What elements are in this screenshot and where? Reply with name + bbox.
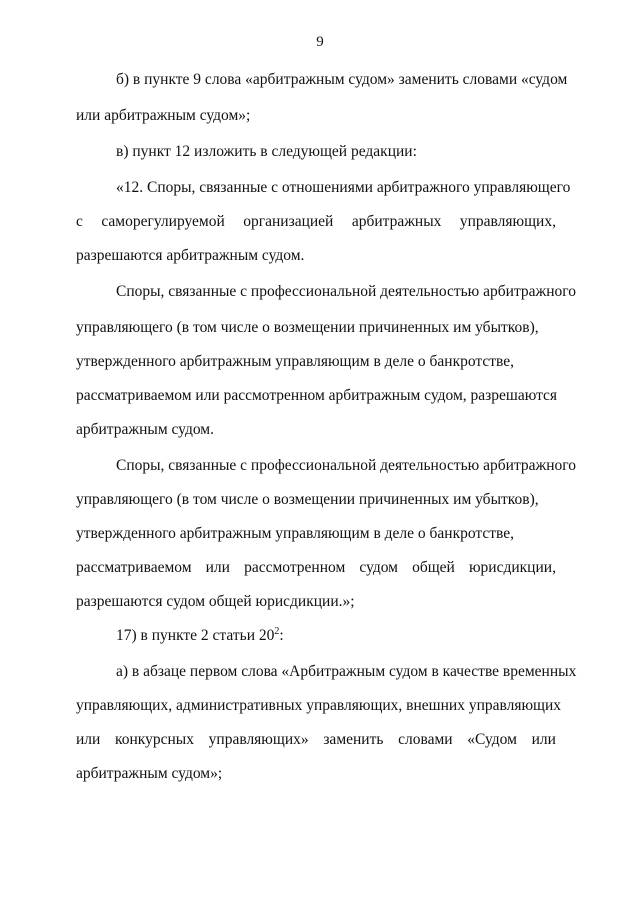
word: конкурсных (115, 731, 194, 748)
word: саморегулируемой (101, 213, 225, 230)
word: юрисдикции, (468, 559, 556, 576)
paragraph-b-line-2: или арбитражным судом»; (76, 107, 251, 124)
paragraph-17 (116, 626, 596, 646)
paragraph-disputes-2-line-5: разрешаются судом общей юрисдикции.»; (76, 593, 355, 610)
word: с (76, 213, 83, 230)
paragraph-12-line-3: разрешаются арбитражным судом. (76, 247, 305, 264)
word: словами (398, 731, 453, 748)
paragraph-disputes-2-line-4 (76, 558, 556, 578)
word: арбитражных (351, 213, 442, 230)
paragraph-a-line-3 (76, 730, 556, 750)
word: управляющих, (459, 213, 556, 230)
paragraph-disputes-2-line-3: утвержденного арбитражным управляющим в деле о банкротстве, (76, 525, 515, 542)
word: рассматриваемом (76, 559, 192, 576)
word: рассмотренном (244, 559, 346, 576)
paragraph-disputes-2-line-2: управляющего (в том числе о возмещении причиненных им убытков), (76, 491, 539, 508)
paragraph-disputes-1-line-2: управляющего (в том числе о возмещении причиненных им убытков), (76, 319, 539, 336)
paragraph-disputes-1-line-3: утвержденного арбитражным управляющим в деле о банкротстве, (76, 353, 515, 370)
word: организацией (243, 213, 334, 230)
word: заменить (323, 731, 384, 748)
word: управляющих» (208, 731, 309, 748)
word: судом (359, 559, 398, 576)
paragraph-disputes-2-line-1: Споры, связанные с профессиональной деятельностью арбитражного (116, 457, 577, 474)
word: или (76, 731, 101, 748)
paragraph-17-colon: : (279, 627, 284, 644)
paragraph-disputes-1-line-4: рассматриваемом или рассмотренном арбитражным судом, разрешаются (76, 387, 558, 404)
paragraph-b-line-1: б) в пункте 9 слова «арбитражным судом» заменить словами «судом (116, 71, 568, 88)
paragraph-v-line-1: в) пункт 12 изложить в следующей редакции: (116, 143, 417, 160)
paragraph-disputes-1-line-1: Споры, связанные с профессиональной деятельностью арбитражного (116, 283, 577, 300)
paragraph-a-line-2: управляющих, административных управляющих, внешних управляющих (76, 697, 562, 714)
paragraph-disputes-1-line-5: арбитражным судом. (76, 421, 214, 438)
word: или (531, 731, 556, 748)
paragraph-a-line-4: арбитражным судом»; (76, 765, 223, 782)
word: общей (412, 559, 455, 576)
paragraph-17-text: 17) в пункте 2 статьи 20 (116, 627, 275, 644)
word: «Судом (467, 731, 517, 748)
paragraph-a-line-1: а) в абзаце первом слова «Арбитражным судом в качестве временных (116, 663, 577, 680)
word: или (205, 559, 230, 576)
paragraph-17-sup: 2 (274, 625, 280, 637)
paragraph-12-line-2 (76, 212, 556, 232)
page-number: 9 (316, 34, 324, 50)
paragraph-12-line-1: «12. Споры, связанные с отношениями арбитражного управляющего (116, 179, 571, 196)
